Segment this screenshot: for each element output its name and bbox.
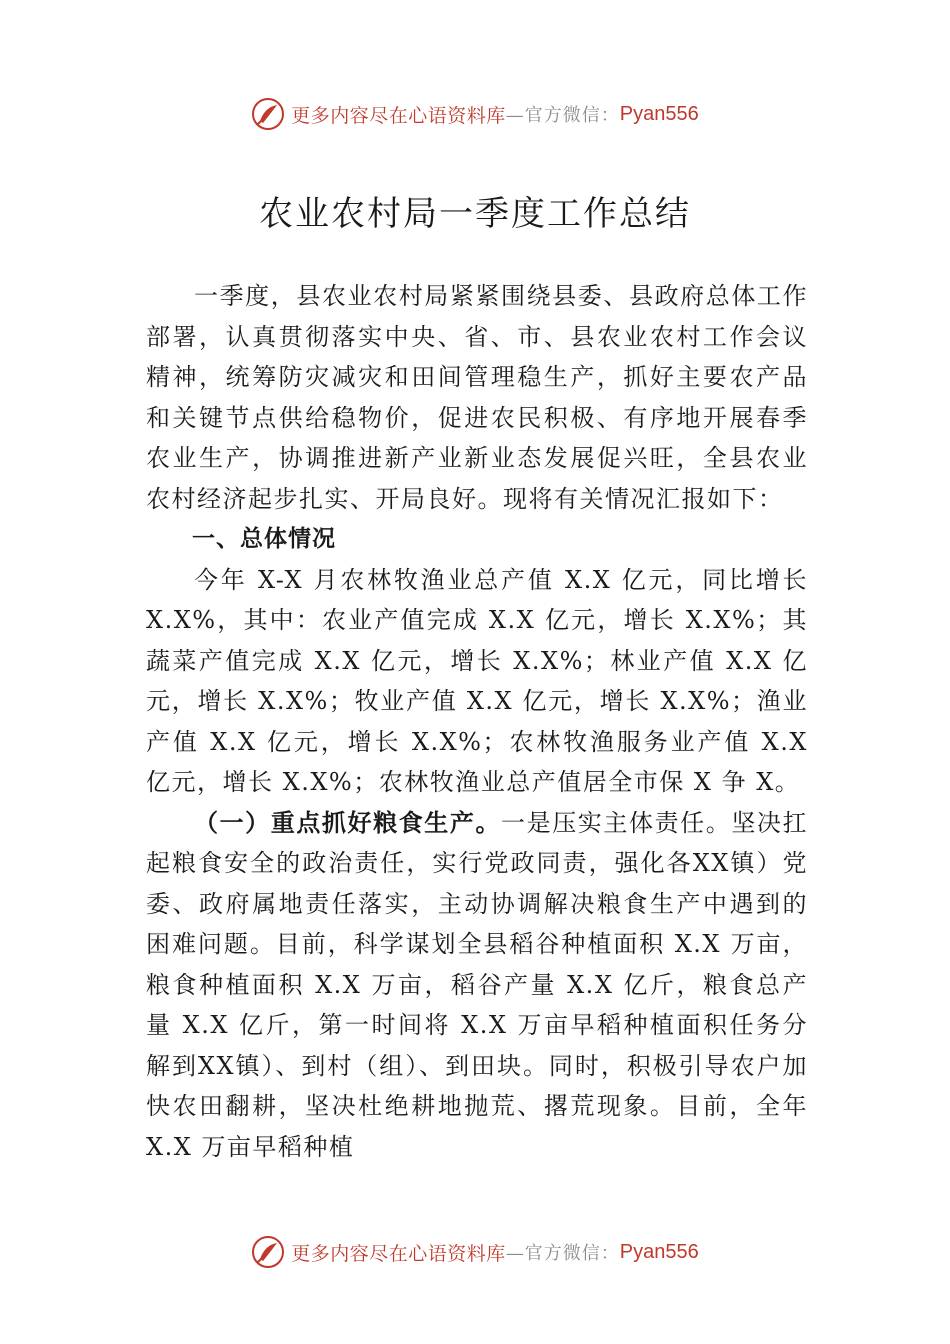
- header-banner: [0, 94, 950, 134]
- banner-red-text: 更多内容尽在心语资料库: [291, 1242, 506, 1265]
- banner-gray-text: —官方微信：: [505, 105, 620, 126]
- banner-wechat-id: Pyan556: [619, 1240, 699, 1263]
- document-title: 农业农村局一季度工作总结: [259, 194, 691, 234]
- banner-wechat-id: Pyan556: [619, 102, 699, 125]
- subsection-paragraph-1: [146, 803, 808, 1168]
- intro-paragraph: 一季度，县农业农村局紧紧围绕县委、县政府总体工作部署，认真贯彻落实中央、省、市、县农业农村工作会议精神，统筹防灾减灾和田间管理稳生产，抓好主要农产品和关键节点供给稳物价，促进农民积极、有序地开展春季农业生产，协调推进新产业新业态发展促兴旺，全县农业农村经济起步扎实、开局良好。现将有关情况汇报如下：: [146, 282, 808, 513]
- section-heading-1: 一、总体情况: [192, 526, 336, 552]
- document-body: [146, 276, 808, 1167]
- footer-banner: [0, 1232, 950, 1272]
- logo-icon: [251, 97, 285, 131]
- section-paragraph-1: 今年 X-X 月农林牧渔业总产值 X.X 亿元，同比增长 X.X%，其中：农业产值完成 X.X 亿元，增长 X.X%；其蔬菜产值完成 X.X 亿元，增长 X.X%；林业产值 X.X 亿元，增长 X.X%；牧业产值 X.X 亿元，增长 X.X%；渔业产值 X.X 亿元，增长 X.X%；农林牧渔服务业产值 X.X 亿元，增长 X.X%；农林牧渔业总产值居全市保 X 争 X。: [146, 565, 808, 796]
- subsection-lead-1: （一）重点抓好粮食生产。: [194, 807, 502, 837]
- banner-red-text: 更多内容尽在心语资料库: [291, 104, 506, 127]
- subsection-body-1: 一是压实主体责任。坚决扛起粮食安全的政治责任，实行党政同责，强化各XX镇）党委、政府属地责任落实，主动协调解决粮食生产中遇到的困难问题。目前，科学谋划全县稻谷种植面积 X.X 万亩，粮食种植面积 X.X 万亩，稻谷产量 X.X 亿斤，粮食总产量 X.X 亿斤，第一时间将 X.X 万亩早稻种植面积任务分解到XX镇）、到村（组）、到田块。同时，积极引导农户加快农田翻耕，坚决杜绝耕地抛荒、撂荒现象。目前，全年 X.X 万亩早稻种植: [146, 808, 809, 1161]
- banner-gray-text: —官方微信：: [505, 1243, 620, 1264]
- logo-icon: [251, 1235, 285, 1269]
